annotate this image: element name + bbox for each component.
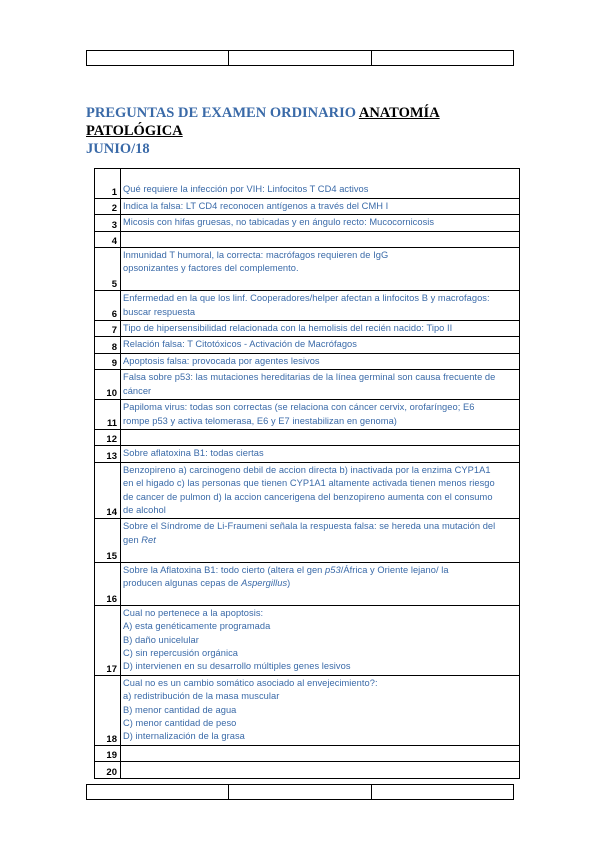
question-line: de cancer de pulmon d) la accion cancerigena del benzopireno aumenta con el consumo <box>123 491 493 502</box>
table-row <box>95 337 520 353</box>
table-row <box>95 429 520 445</box>
table-row <box>95 400 520 430</box>
question-line: A) esta genéticamente programada <box>123 621 271 632</box>
question-number: 14 <box>95 462 121 519</box>
question-line: D) intervienen en su desarrollo múltiples genes lesivos <box>123 661 351 672</box>
question-text <box>121 462 520 519</box>
question-line: Relación falsa: T Citotóxicos - Activación de Macrófagos <box>123 339 357 350</box>
question-line: C) sin repercusión orgánica <box>123 648 239 658</box>
question-line: Sobre aflatoxina B1: todas ciertas <box>123 448 264 459</box>
footer-cell <box>371 785 513 800</box>
question-line <box>123 170 517 183</box>
questions-table <box>94 168 520 779</box>
question-line: rompe p53 y activa telomerasa, E6 y E7 inestabilizan en genoma) <box>123 415 397 426</box>
question-text <box>121 321 520 337</box>
question-line: cáncer <box>123 385 152 396</box>
question-number: 10 <box>95 370 121 400</box>
question-number: 2 <box>95 198 121 214</box>
question-number: 6 <box>95 291 121 321</box>
title-subject: ANATOMÍA PATOLÓGICA <box>86 105 440 139</box>
question-number: 15 <box>95 519 121 562</box>
question-line: Sobre el Síndrome de Li-Fraumeni señala la respuesta falsa: se hereda una mutación del <box>123 521 496 532</box>
question-line: Falsa sobre p53: las mutaciones hereditarias de la línea germinal son causa frecuente de <box>123 372 496 383</box>
question-line: Benzopireno a) carcinogeno debil de accion directa b) inactivada por la enzima CYP1A1 <box>123 464 491 475</box>
question-line: Enfermedad en la que los linf. Cooperadores/helper afectan a linfocitos B y macrofagos: <box>123 293 490 304</box>
question-text <box>121 370 520 400</box>
question-number: 8 <box>95 337 121 353</box>
question-line: Apoptosis falsa: provocada por agentes lesivos <box>123 355 320 366</box>
table-row <box>95 169 520 199</box>
question-line: en el higado c) las personas que tienen CYP1A1 altamente activada tienen menos riesgo <box>123 478 495 489</box>
title-prefix: PREGUNTAS DE EXAMEN ORDINARIO <box>86 105 357 121</box>
question-line: buscar respuesta <box>123 306 196 317</box>
question-line: Qué requiere la infección por VIH: Linfocitos T CD4 activos <box>123 184 369 195</box>
header-cell <box>229 51 371 66</box>
question-number: 16 <box>95 562 121 605</box>
table-row <box>95 745 520 761</box>
question-text <box>121 519 520 562</box>
question-line: Tipo de hipersensibilidad relacionada con la hemolisis del recién nacido: Tipo II <box>123 323 453 334</box>
question-line: a) redistribución de la masa muscular <box>123 691 280 702</box>
question-number: 9 <box>95 353 121 369</box>
question-text <box>121 353 520 369</box>
question-text <box>121 675 520 745</box>
page-title <box>86 104 526 158</box>
table-row <box>95 248 520 291</box>
footer-cell <box>229 785 371 800</box>
table-row <box>95 291 520 321</box>
table-row <box>95 562 520 605</box>
question-line <box>123 763 517 776</box>
table-row <box>95 605 520 675</box>
question-number: 11 <box>95 400 121 430</box>
question-line: D) internalización de la grasa <box>123 731 245 742</box>
question-line: Cual no es un cambio somático asociado al envejecimiento?: <box>123 677 378 688</box>
question-number: 13 <box>95 446 121 462</box>
table-row <box>95 462 520 519</box>
question-text <box>121 231 520 247</box>
footer-cell <box>87 785 229 800</box>
question-line: B) menor cantidad de agua <box>123 704 237 715</box>
table-row <box>95 198 520 214</box>
question-text <box>121 169 520 199</box>
question-number: 20 <box>95 762 121 778</box>
question-text <box>121 215 520 231</box>
question-text <box>121 291 520 321</box>
question-line <box>123 431 517 444</box>
question-text <box>121 762 520 778</box>
question-line: gen Ret <box>123 534 156 545</box>
question-text <box>121 429 520 445</box>
question-text <box>121 400 520 430</box>
header-cell <box>87 51 229 66</box>
table-row <box>95 353 520 369</box>
table-row <box>95 519 520 562</box>
footer-frame-table <box>86 784 514 800</box>
question-number: 7 <box>95 321 121 337</box>
question-line: Cual no pertenece a la apoptosis: <box>123 607 264 618</box>
question-line: Inmunidad T humoral, la correcta: macrófagos requieren de IgG <box>123 250 389 261</box>
table-row <box>95 675 520 745</box>
questions-table-body <box>95 169 520 779</box>
table-row <box>95 321 520 337</box>
question-text <box>121 446 520 462</box>
question-number: 12 <box>95 429 121 445</box>
question-line: C) menor cantidad de peso <box>123 718 237 729</box>
question-text <box>121 562 520 605</box>
question-line: Sobre la Aflatoxina B1: todo cierto (altera el gen p53/África y Oriente lejano/ la <box>123 564 449 575</box>
question-number: 18 <box>95 675 121 745</box>
question-line: producen algunas cepas de Aspergillus) <box>123 577 291 588</box>
table-row <box>95 762 520 778</box>
question-text <box>121 198 520 214</box>
question-number: 1 <box>95 169 121 199</box>
table-row <box>95 215 520 231</box>
table-row <box>95 446 520 462</box>
question-text <box>121 605 520 675</box>
question-line <box>123 547 517 560</box>
question-text <box>121 745 520 761</box>
table-row <box>95 231 520 247</box>
question-line: Micosis con hifas gruesas, no tabicadas y en ángulo recto: Mucocornicosis <box>123 217 435 228</box>
question-number: 5 <box>95 248 121 291</box>
question-number: 4 <box>95 231 121 247</box>
question-text <box>121 337 520 353</box>
question-line: Indica la falsa: LT CD4 reconocen antígenos a través del CMH I <box>123 200 389 211</box>
question-text <box>121 248 520 291</box>
question-line: B) daño unicelular <box>123 634 199 645</box>
question-line: de alcohol <box>123 504 166 515</box>
title-date: JUNIO/18 <box>86 141 150 157</box>
question-number: 19 <box>95 745 121 761</box>
question-number: 3 <box>95 215 121 231</box>
question-line: opsonizantes y factores del complemento. <box>123 263 299 274</box>
question-line <box>123 590 517 603</box>
header-frame-table <box>86 50 514 66</box>
question-number: 17 <box>95 605 121 675</box>
question-line <box>123 233 517 246</box>
table-row <box>95 370 520 400</box>
question-line <box>123 747 517 760</box>
question-line: Papiloma virus: todas son correctas (se relaciona con cáncer cervix, orofaríngeo; E6 <box>123 402 475 413</box>
question-line <box>123 276 517 289</box>
header-cell <box>371 51 513 66</box>
